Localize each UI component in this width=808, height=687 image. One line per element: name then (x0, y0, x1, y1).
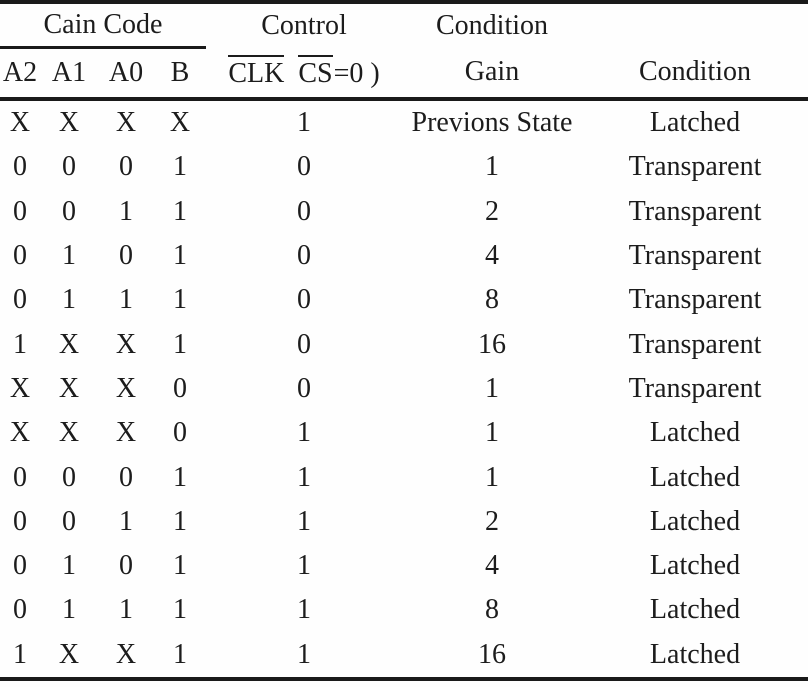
cell-b: 1 (173, 505, 187, 537)
group-header-gain-code: Cain Code (0, 2, 206, 48)
cell-gain: 1 (485, 372, 499, 404)
table-row (0, 99, 808, 145)
cell-gain: 8 (485, 284, 499, 316)
column-header-row (0, 48, 808, 100)
table-row (0, 234, 808, 278)
cell-a1: 1 (62, 240, 76, 272)
cell-condition: Latched (649, 638, 741, 670)
cell-a1: 0 (62, 505, 76, 537)
cell-gain: 16 (478, 328, 506, 360)
cell-gain: Previons State (411, 107, 573, 139)
cell-a0: 0 (119, 461, 133, 493)
cell-a0: 0 (119, 550, 133, 582)
table-row (0, 367, 808, 411)
cell-a2: 1 (13, 638, 27, 670)
cell-a2: 0 (13, 594, 27, 626)
cell-a1: 1 (62, 594, 76, 626)
cell-gain: 1 (485, 151, 499, 183)
cell-a2: X (9, 372, 31, 404)
table-row (0, 500, 808, 544)
cell-gain: 2 (485, 505, 499, 537)
cell-a0: X (115, 638, 137, 670)
group-header-control: Control (261, 9, 347, 41)
cell-condition: Transparent (628, 240, 762, 272)
cell-a2: 0 (13, 240, 27, 272)
table-row (0, 190, 808, 234)
col-header-a2: A2 (0, 48, 40, 100)
cell-condition: Latched (649, 107, 741, 139)
cell-b: 1 (173, 594, 187, 626)
cell-a0: 0 (119, 151, 133, 183)
cell-b: 1 (173, 195, 187, 227)
cell-gain: 1 (485, 417, 499, 449)
cell-control: 1 (297, 107, 311, 139)
cell-b: 1 (173, 638, 187, 670)
cell-a1: X (58, 638, 80, 670)
cell-condition: Transparent (628, 372, 762, 404)
table-row (0, 322, 808, 366)
col-header-b: B (154, 48, 206, 100)
cell-condition: Latched (649, 461, 741, 493)
cell-a2: 0 (13, 550, 27, 582)
cell-condition: Transparent (628, 195, 762, 227)
cell-a1: X (58, 417, 80, 449)
group-header-spacer (582, 2, 808, 48)
cell-a2: X (9, 107, 31, 139)
cell-condition: Latched (649, 417, 741, 449)
cell-a1: 0 (62, 195, 76, 227)
cell-a2: 0 (13, 284, 27, 316)
cell-a1: 0 (62, 461, 76, 493)
cell-a2: 0 (13, 151, 27, 183)
table-row (0, 588, 808, 632)
cell-a1: 0 (62, 151, 76, 183)
table-row (0, 145, 808, 189)
cell-a1: X (58, 372, 80, 404)
cell-a2: 0 (13, 461, 27, 493)
cell-control: 1 (297, 461, 311, 493)
cell-condition: Latched (649, 550, 741, 582)
cell-b: 1 (173, 550, 187, 582)
cell-condition: Transparent (628, 284, 762, 316)
col-header-a1: A1 (40, 48, 98, 100)
cell-a1: X (58, 328, 80, 360)
cell-control: 1 (297, 505, 311, 537)
cell-condition: Transparent (628, 151, 762, 183)
cell-b: 1 (173, 461, 187, 493)
cell-control: 1 (297, 417, 311, 449)
cell-control: 1 (297, 638, 311, 670)
col-header-condition: Condition (582, 48, 808, 100)
cell-b: 0 (173, 372, 187, 404)
cell-a0: 1 (119, 195, 133, 227)
cell-control: 0 (297, 240, 311, 272)
cell-a1: 1 (62, 550, 76, 582)
cell-a0: X (115, 107, 137, 139)
cell-gain: 4 (485, 550, 499, 582)
cell-b: 1 (173, 240, 187, 272)
cell-gain: 16 (478, 638, 506, 670)
col-header-control (206, 48, 402, 100)
cell-control: 0 (297, 284, 311, 316)
cell-gain: 2 (485, 195, 499, 227)
cell-a0: X (115, 328, 137, 360)
cell-b: 0 (173, 417, 187, 449)
cell-a1: X (58, 107, 80, 139)
cell-control: 0 (297, 328, 311, 360)
table-row (0, 278, 808, 322)
cs-overline-label: CS (298, 55, 332, 88)
cell-condition: Transparent (628, 328, 762, 360)
cell-b: 1 (173, 328, 187, 360)
cs-condition-suffix: =0 ) (333, 57, 380, 89)
cell-a2: 1 (13, 328, 27, 360)
cell-control: 1 (297, 594, 311, 626)
cell-a2: X (9, 417, 31, 449)
cell-a2: 0 (13, 505, 27, 537)
col-header-a0: A0 (98, 48, 154, 100)
table-row (0, 455, 808, 499)
cell-b: 1 (173, 151, 187, 183)
cell-a0: 1 (119, 594, 133, 626)
cell-b: X (169, 107, 191, 139)
cell-b: 1 (173, 284, 187, 316)
cell-control: 1 (297, 550, 311, 582)
cell-a0: 0 (119, 240, 133, 272)
cell-gain: 4 (485, 240, 499, 272)
cell-gain: 1 (485, 461, 499, 493)
cell-condition: Latched (649, 505, 741, 537)
table-row (0, 633, 808, 679)
cell-control: 0 (297, 372, 311, 404)
cell-gain: 8 (485, 594, 499, 626)
table-row (0, 544, 808, 588)
group-header-condition: Condition (435, 9, 548, 41)
cell-a2: 0 (13, 195, 27, 227)
cell-condition: Latched (649, 594, 741, 626)
clk-overline-label: CLK (228, 55, 284, 88)
cell-a0: 1 (119, 505, 133, 537)
col-header-gain: Gain (402, 48, 582, 100)
table-row (0, 411, 808, 455)
cell-control: 0 (297, 151, 311, 183)
cell-a0: X (115, 372, 137, 404)
cell-a0: 1 (119, 284, 133, 316)
cell-control: 0 (297, 195, 311, 227)
cell-a0: X (115, 417, 137, 449)
group-header-row (0, 2, 808, 48)
cell-a1: 1 (62, 284, 76, 316)
